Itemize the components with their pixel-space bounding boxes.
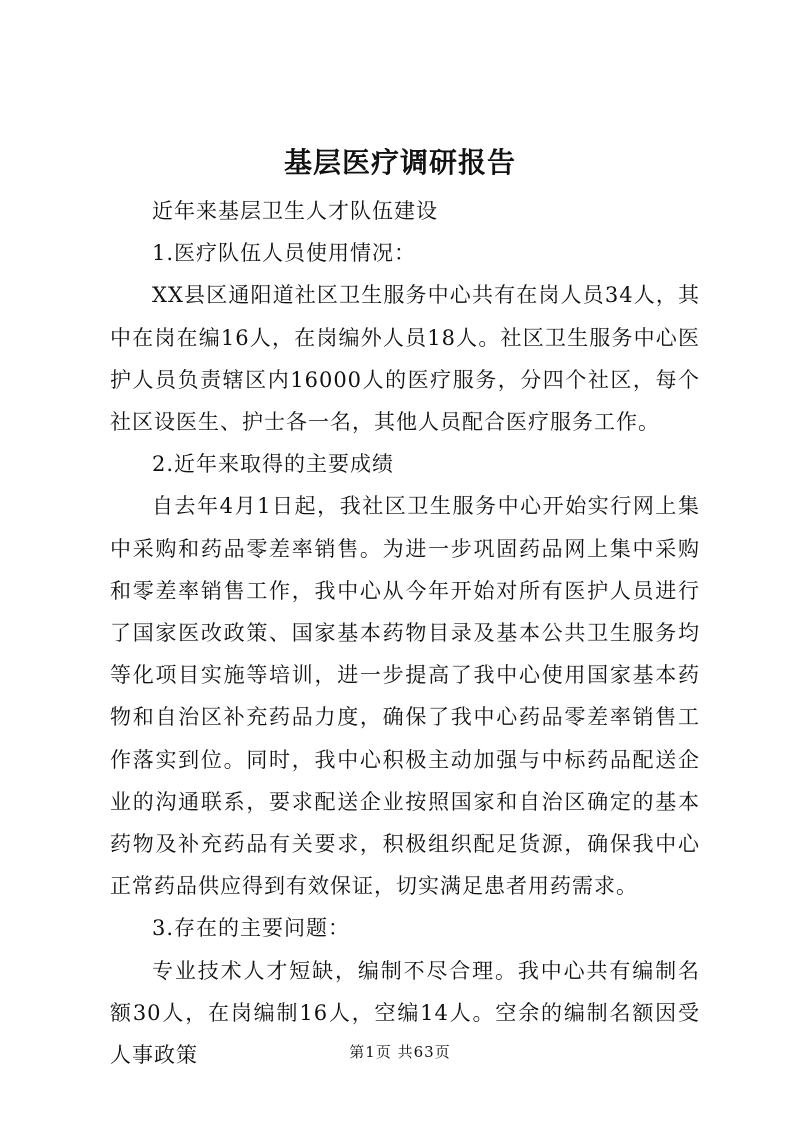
document-body <box>110 190 700 1076</box>
paragraph-problems: 专业技术人才短缺，编制不尽合理。我中心共有编制名额30人，在岗编制16人，空编14人。空余的编制名额因受人事政策 <box>110 958 700 1068</box>
paragraph-staffing: XX县区通阳道社区卫生服务中心共有在岗人员34人，其中在岗在编16人，在岗编外人员18人。社区卫生服务中心医护人员负责辖区内16000人的医疗服务，分四个社区，每个社区设医生、护士各一名，其他人员配合医疗服务工作。 <box>110 283 700 435</box>
paragraph-heading-1: 1.医疗队伍人员使用情况： <box>152 241 417 266</box>
paragraph-heading-2: 2.近年来取得的主要成绩 <box>152 452 395 477</box>
paragraph-section-heading: 近年来基层卫生人才队伍建设 <box>152 199 438 223</box>
document-title: 基层医疗调研报告 <box>283 146 516 179</box>
paragraph-achievements: 自去年4月1日起，我社区卫生服务中心开始实行网上集中采购和药品零差率销售。为进一步巩固药品网上集中采购和零差率销售工作，我中心从今年开始对所有医护人员进行了国家医改政策、国家基本药物目录及基本公共卫生服务均等化项目实施等培训，进一步提高了我中心使用国家基本药物和自治区补充药品力度，确保了我中心药品零差率销售工作落实到位。同时，我中心积极主动加强与中标药品配送企业的沟通联系，要求配送企业按照国家和自治区确定的基本药物及补充药品有关要求，积极组织配足货源，确保我中心正常药品供应得到有效保证，切实满足患者用药需求。 <box>110 494 700 899</box>
page-number-footer: 第1页 共63页 <box>349 1043 451 1061</box>
paragraph-heading-3: 3.存在的主要问题： <box>152 916 351 941</box>
